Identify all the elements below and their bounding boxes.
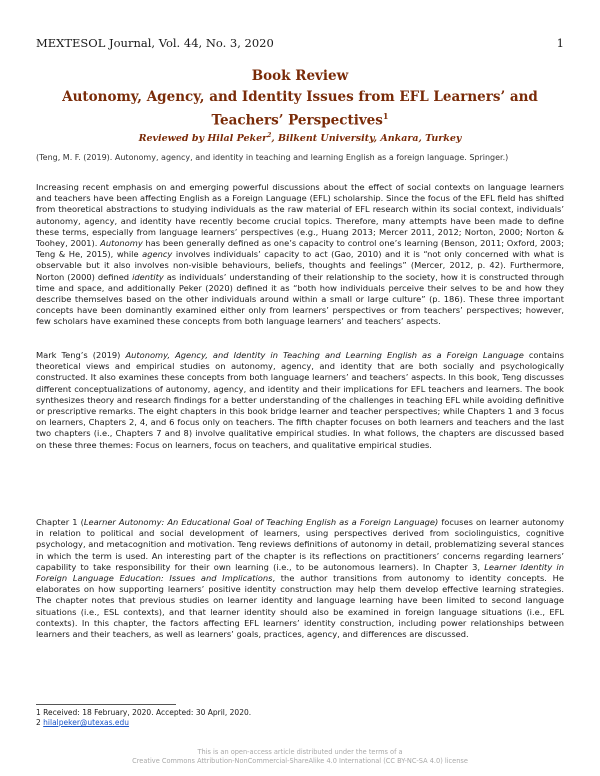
footnote-divider [36, 704, 176, 705]
p3-text-3: , the author transitions from autonomy to identity concepts. He elaborates on how supporting learners’ positive identity construction may help them develop effective learning strategies. The chapter notes that previous studies on learner identity and language learning have been limited to second language situations (i.e., ESL contexts), and that learner identity should also be examined in foreign language situations (i.e., EFL contexts). In this chapter, the factors affecting EFL learners’ identity construction, including power relationships between learners and their teachers, as well as learners’ goals, practices, agency, and differences are discussed. [36, 573, 564, 640]
paragraph-1 [36, 182, 564, 328]
footnote-1: 1 Received: 18 February, 2020. Accepted: 30 April, 2020. [36, 708, 252, 717]
term-identity: identity [132, 271, 164, 282]
article-title-text: Autonomy, Agency, and Identity Issues from EFL Learners’ and Teachers’ Perspectives [62, 89, 538, 129]
p3-text-1: Chapter 1 ( [36, 517, 84, 527]
p3-text-2: focuses on learner autonomy in relation to political and social development of learners, using perspectives derived from sociolinguistics, cognitive psychology, and metacognition and motivation. Teng reviews definitions of autonomy in detail, problematizing several stances in which the term is used. An interesting part of the chapter is its reflections on practitioners’ concerns regarding learners’ capability to take responsibility for their own learning (i.e., to be autonomous learners). In Chapter 3, [36, 517, 565, 572]
article-title [36, 88, 564, 131]
p2-text-1: Mark Teng’s (2019) [36, 350, 126, 360]
license-line-2: Creative Commons Attribution-NonCommercial-ShareAlike 4.0 International (CC BY-NC-SA 4.0) license [132, 757, 468, 765]
footnote-2-number: 2 [36, 718, 44, 727]
p2-text-2: contains theoretical views and empirical studies on autonomy, agency, and identity that are both socially and psychologically constructed. It also examines these concepts from both language learners’ and teachers’ aspects. In this book, Teng discusses different conceptualizations of autonomy, agency, and identity and their implications for EFL teachers and learners. The book synthesizes theory and research findings for a better understanding of the challenges in teaching EFL while avoiding definitive or prescriptive remarks. The eight chapters in this book bridge learner and teacher perspectives; while Chapters 1 and 3 focus on learners, Chapters 2, 4, and 6 focus only on teachers. The fifth chapter focuses on both learners and teachers and the last two chapters (i.e., Chapters 7 and 8) involve qualitative empirical studies. In what follows, the chapters are discussed based on these three themes: Focus on learners, focus on teachers, and qualitative empirical studies. [36, 350, 564, 450]
reviewer-email-link[interactable]: hilalpeker@utexas.edu [43, 718, 130, 727]
term-autonomy: Autonomy [100, 238, 143, 249]
reviewer-footnote-mark: 2 [267, 132, 272, 139]
term-agency: agency [142, 249, 173, 260]
footnote-2 [36, 718, 129, 728]
license-line-1: This is an open-access article distributed under the terms of a [197, 748, 403, 756]
title-footnote-mark: 1 [382, 111, 389, 121]
journal-citation: MEXTESOL Journal, Vol. 44, No. 3, 2020 [36, 36, 274, 50]
p1-text-1: Increasing recent emphasis on and emerging powerful discussions about the effect of social contexts on language learners and teachers have been affecting English as a Foreign Language (EFL) scholarship. Since the focus of the EFL field has shifted from theoretical abstractions to studying individuals as the raw material of EFL research within its social context, individuals’ autonomy, agency, and identity have recently become crucial topics. Therefore, many attempts have been made to define these terms, especially from language learners’ perspectives (e.g., Huang 2013; Mercer 2011, 2012; Norton, 2000; Norton & Toohey, 2001). [36, 182, 564, 249]
p1-text-3: involves individuals’ capacity to act (Gao, 2010) and it is “not only concerned with what is observable but it also involves non-visible behaviours, beliefs, thoughts and feelings” (Mercer, 2012, p. 42). Furthermore, Norton (2000) defined [36, 249, 564, 282]
license-footer [36, 748, 564, 766]
book-title: Autonomy, Agency, and Identity in Teaching and Learning English as a Foreign Language [125, 350, 524, 360]
chapter-1-title: Learner Autonomy: An Educational Goal of Teaching English as a Foreign Language) [83, 517, 439, 527]
reviewer-name: Reviewed by Hilal Peker [138, 133, 268, 145]
book-reference: (Teng, M. F. (2019). Autonomy, agency, and identity in teaching and learning English as a foreign language. Springer.) [36, 153, 509, 162]
reviewer-line [36, 132, 564, 144]
article-type: Book Review [251, 68, 349, 84]
chapter-3-title: Learner Identity in Foreign Language Education: Issues and Implications [36, 561, 564, 584]
page-number: 1 [556, 36, 564, 50]
paragraph-3 [36, 517, 564, 640]
p1-text-2: has been generally defined as one’s capacity to control one’s learning (Benson, 2011; Oxford, 2003; Teng & He, 2015), while [36, 238, 564, 260]
paragraph-2 [36, 350, 564, 451]
p1-text-4: as individuals’ understanding of their relationship to the society, how it is constructed through time and space, and additionally Peker (2020) defined it as “both how individuals perceive their selves to be and how they describe themselves based on the other individuals around within a small or large culture” (p. 186). These three important concepts have been dominantly examined either only from learners’ perspectives or from teachers’ perspectives; however, few scholars have examined these concepts from both language learners’ and teachers’ aspects. [36, 271, 564, 327]
reviewer-affiliation: , Bilkent University, Ankara, Turkey [271, 133, 462, 145]
